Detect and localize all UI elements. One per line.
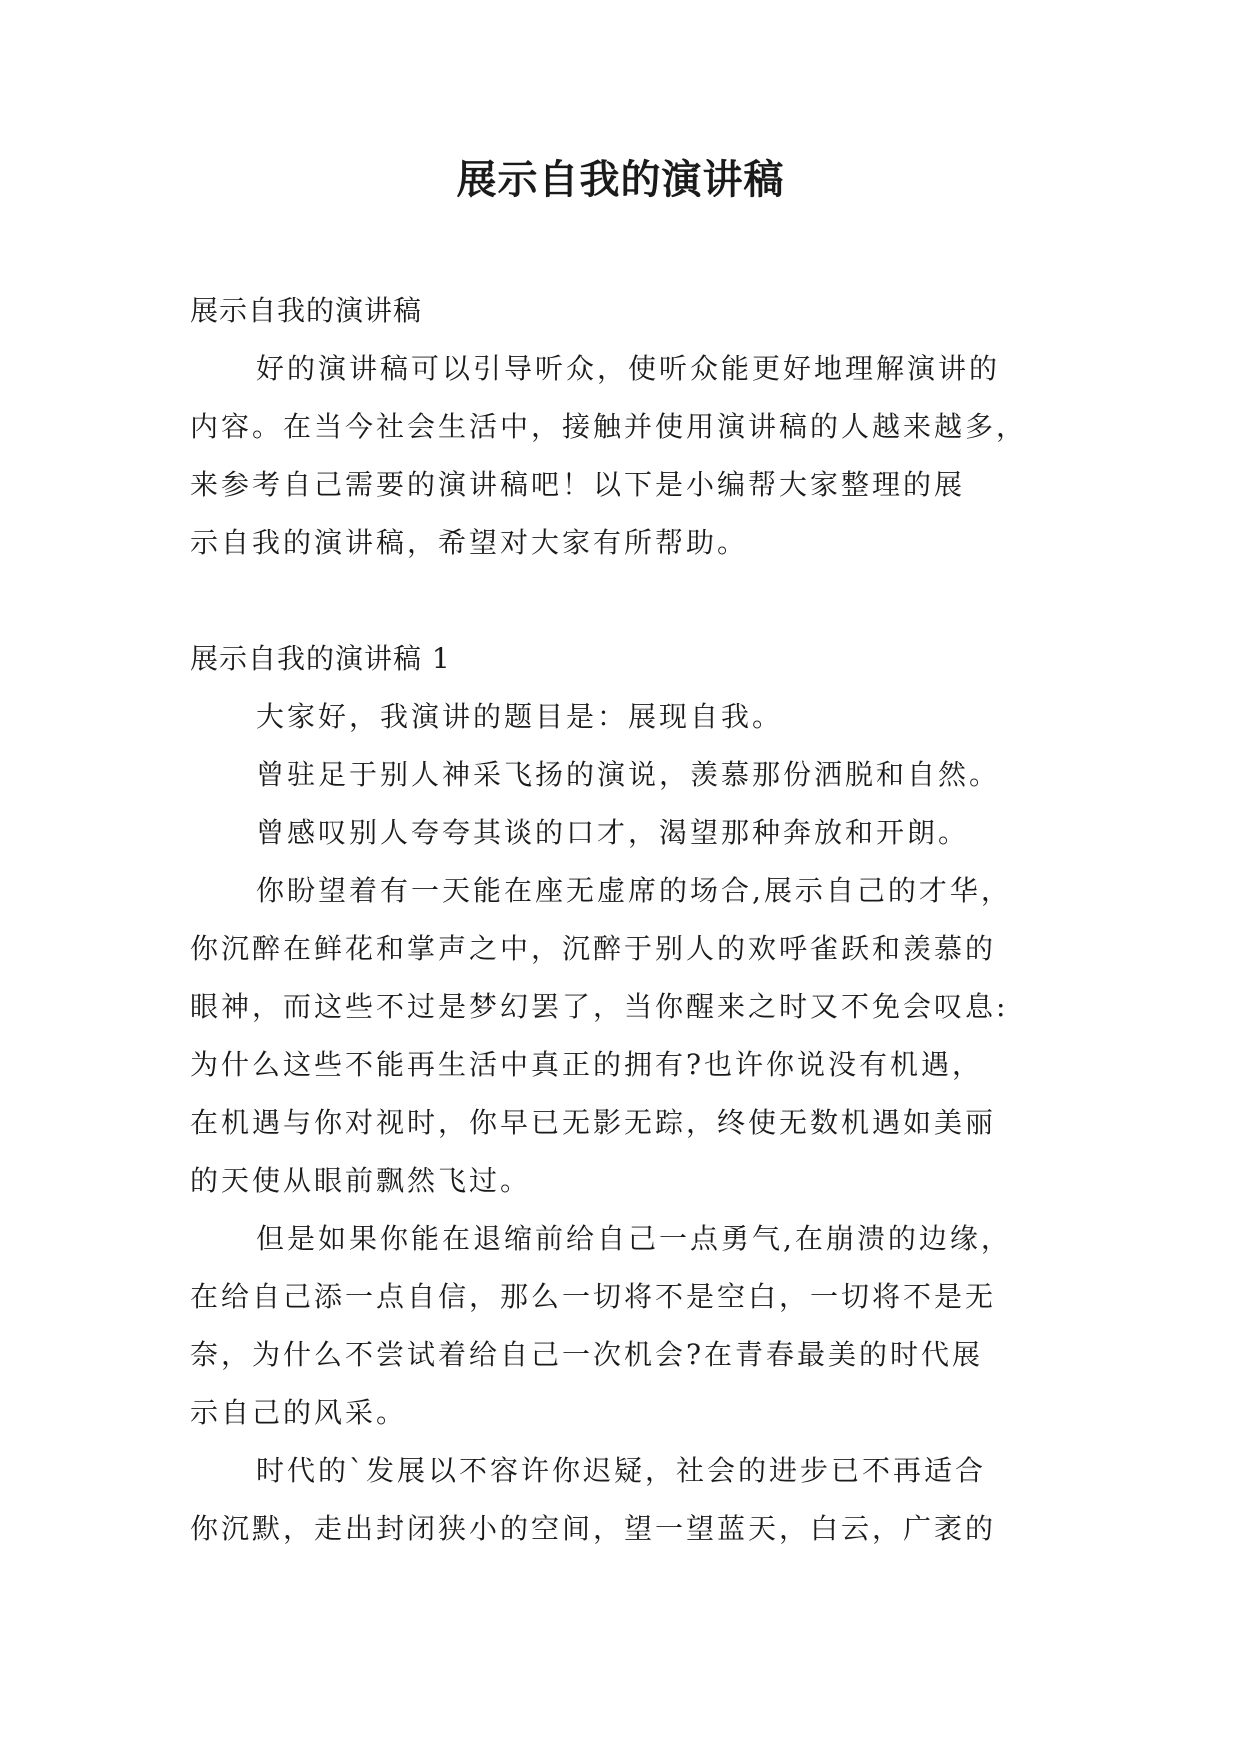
intro-heading: 展示自我的演讲稿 (190, 294, 423, 327)
section-heading: 展示自我的演讲稿 1 (190, 642, 451, 675)
text-line: 来参考自己需要的演讲稿吧！以下是小编帮大家整理的展 (190, 468, 966, 501)
text-line: 内容。在当今社会生活中，接触并使用演讲稿的人越来越多， (190, 410, 1028, 443)
text-line: 时代的`发展以不容许你迟疑，社会的进步已不再适合 (256, 1454, 987, 1487)
text-line: 你盼望着有一天能在座无虚席的场合,展示自己的才华， (256, 874, 1012, 907)
text-line: 曾驻足于别人神采飞扬的演说，羡慕那份洒脱和自然。 (256, 758, 1001, 791)
text-line: 大家好，我演讲的题目是：展现自我。 (256, 700, 784, 733)
text-line: 示自己的风采。 (190, 1396, 408, 1429)
text-line: 眼神，而这些不过是梦幻罢了，当你醒来之时又不免会叹息: (190, 990, 1009, 1023)
text-line: 在机遇与你对视时，你早已无影无踪，终使无数机遇如美丽 (190, 1106, 997, 1139)
speech-paragraph (190, 1442, 1060, 1558)
text-line: 好的演讲稿可以引导听众，使听众能更好地理解演讲的 (256, 352, 1001, 385)
text-line: 在给自己添一点自信，那么一切将不是空白，一切将不是无 (190, 1280, 997, 1313)
text-line: 但是如果你能在退缩前给自己一点勇气,在崩溃的边缘， (256, 1222, 1012, 1255)
speech-paragraph (190, 862, 1060, 1210)
text-line: 你沉默，走出封闭狭小的空间，望一望蓝天，白云，广袤的 (190, 1512, 997, 1545)
text-line: 的天使从眼前飘然飞过。 (190, 1164, 532, 1197)
speech-paragraph (190, 746, 1060, 804)
document-body (190, 282, 1060, 1558)
text-line: 为什么这些不能再生活中真正的拥有?也许你说没有机遇， (190, 1048, 984, 1081)
paragraph-spacer (190, 572, 1060, 630)
document-title: 展示自我的演讲稿 (456, 157, 785, 203)
speech-paragraph (190, 1210, 1060, 1442)
text-line: 奈，为什么不尝试着给自己一次机会?在青春最美的时代展 (190, 1338, 984, 1371)
text-line: 曾感叹别人夸夸其谈的口才，渴望那种奔放和开朗。 (256, 816, 970, 849)
speech-paragraph (190, 688, 1060, 746)
text-line: 你沉醉在鲜花和掌声之中，沉醉于别人的欢呼雀跃和羡慕的 (190, 932, 997, 965)
text-line: 示自我的演讲稿，希望对大家有所帮助。 (190, 526, 749, 559)
speech-paragraph (190, 804, 1060, 862)
intro-paragraph (190, 340, 1060, 572)
